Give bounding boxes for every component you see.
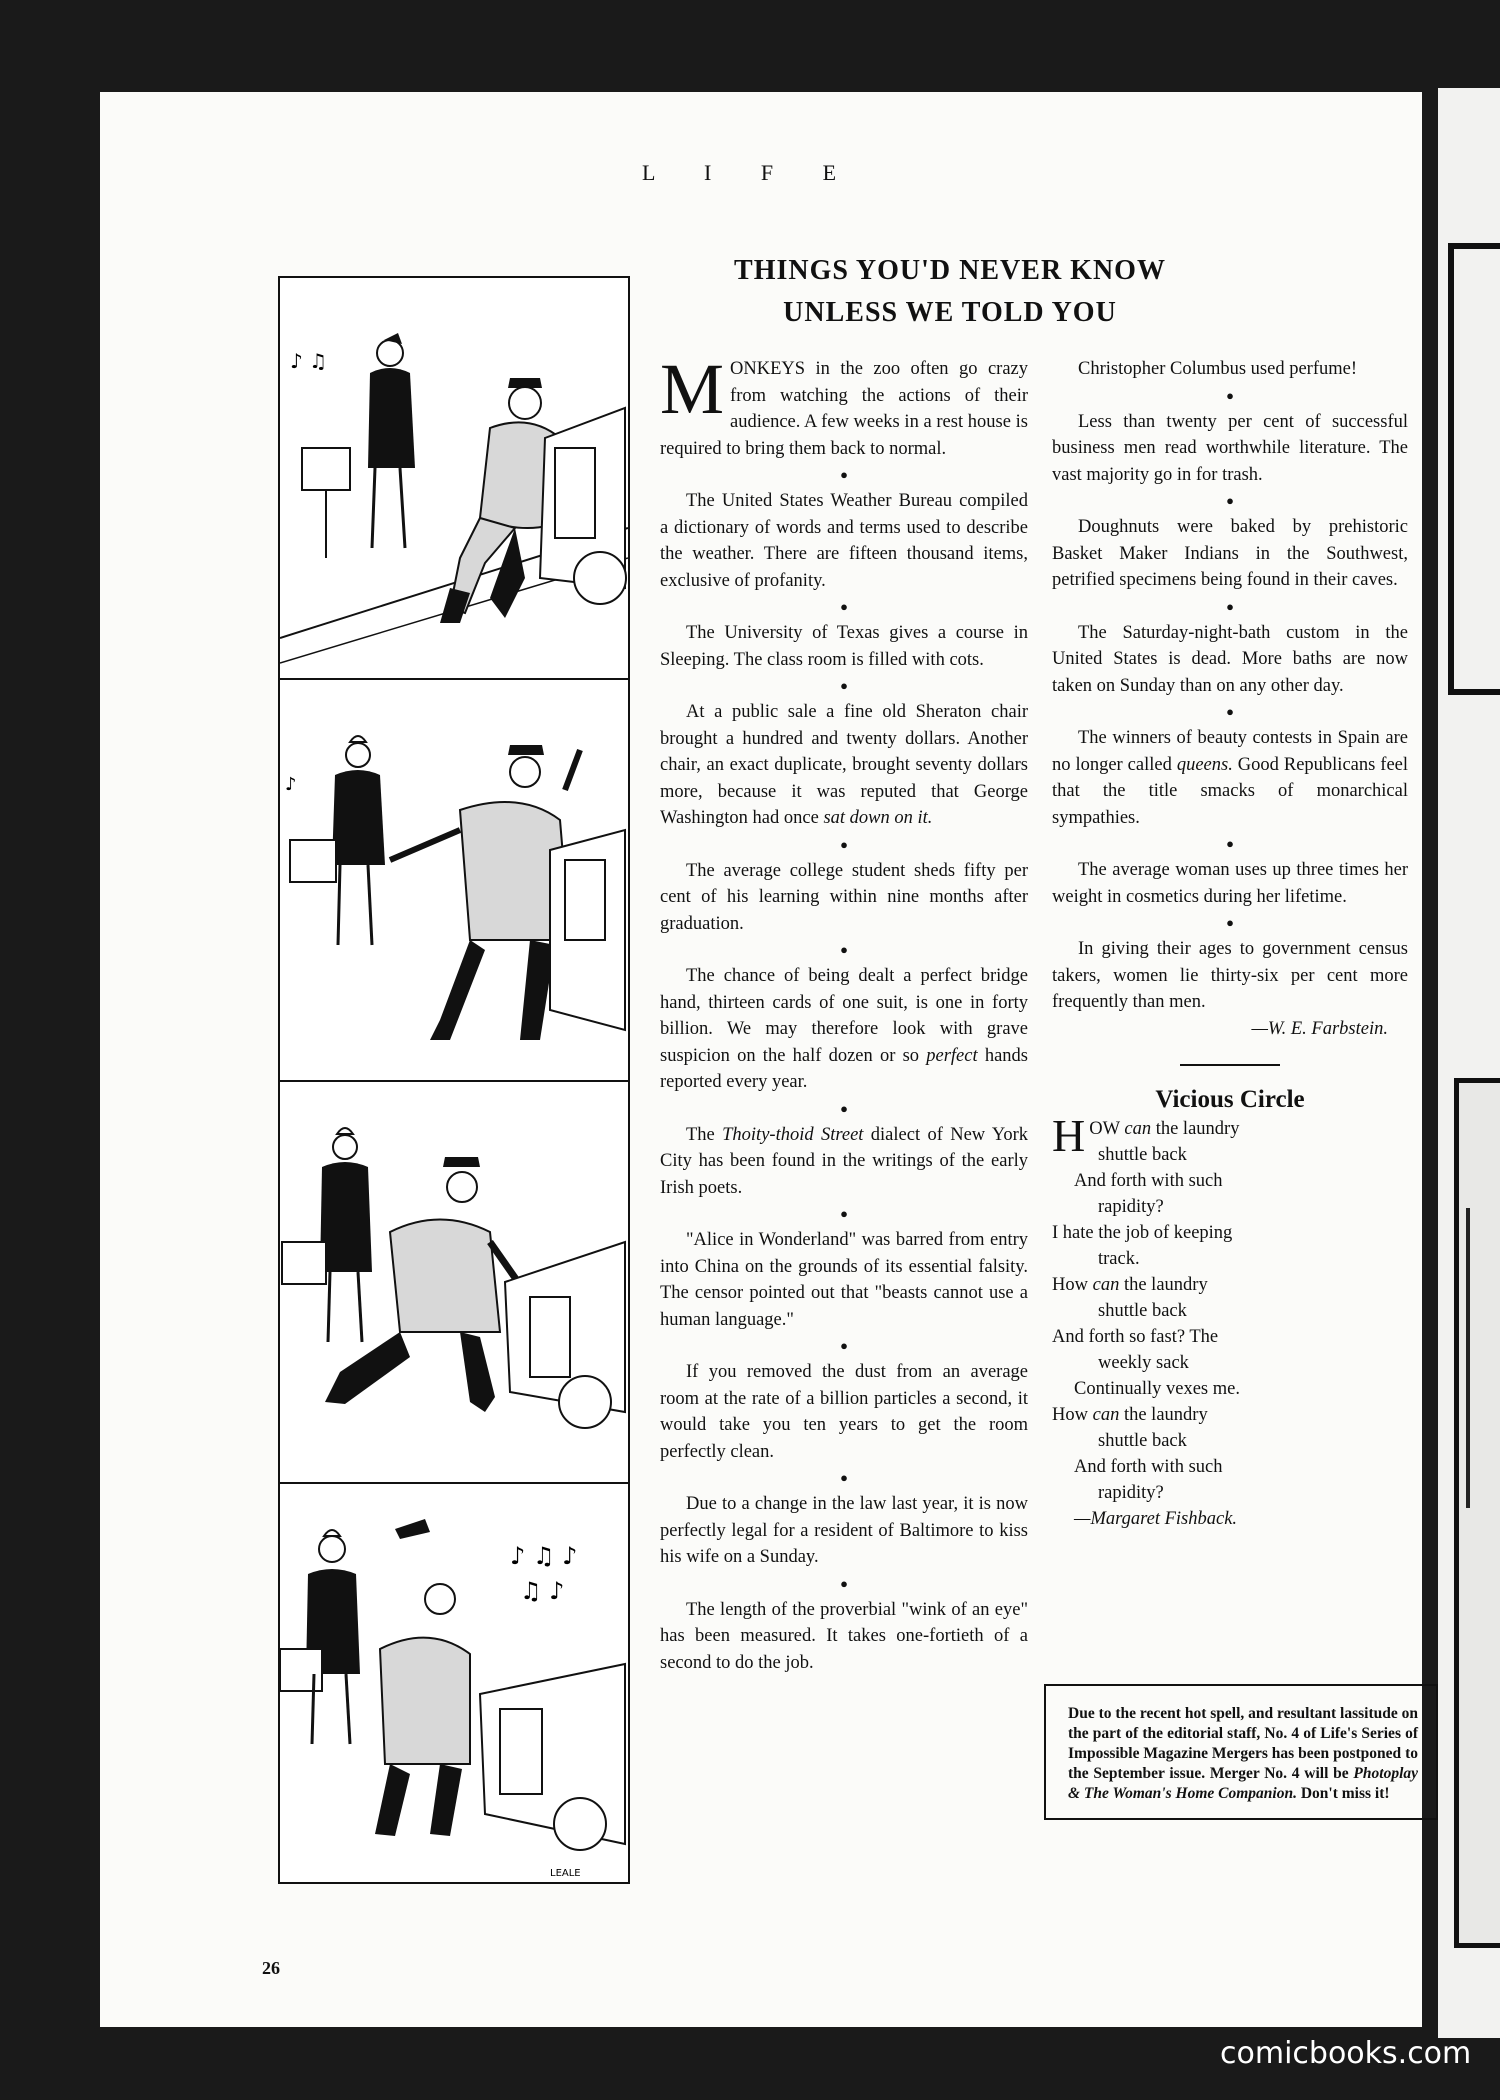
item-baltimore: Due to a change in the law last year, it is now perfectly legal for a resident of Baltimore to kiss his wife on a Sunday. — [660, 1494, 1028, 1567]
comic-panel-3 — [280, 1082, 628, 1484]
svg-text:♪ ♫: ♪ ♫ — [290, 349, 328, 373]
item-columbus: Christopher Columbus used perfume! — [1078, 359, 1357, 379]
comic-panel-2 — [280, 680, 628, 1082]
item-bridge: The chance of being dealt a perfect bridge hand, thirteen cards of one suit, is one in forty billion. We may therefore look with grave suspicion on the half dozen or so perfect hands reported every year. — [660, 966, 1029, 1092]
article-signature: —W. E. Farbstein. — [1251, 1018, 1388, 1039]
bullet-separator: ● — [1226, 493, 1234, 508]
bullet-separator: ● — [840, 1206, 848, 1221]
item-student: The average college student sheds fifty per cent of his learning within nine months after graduation. — [660, 860, 1028, 934]
watermark: comicbooks.com — [1220, 2036, 1472, 2071]
bullet-separator: ● — [1226, 915, 1234, 930]
adjacent-page-frame — [1448, 243, 1500, 695]
item-census: In giving their ages to government census takers, women lie thirty-six per cent more frequently than men. — [1052, 939, 1408, 1012]
item-sheraton: At a public sale a fine old Sheraton chair brought a hundred and twenty dollars. Another chair, an exact duplicate, brought seventy dollars more, because it was reputed that George Washington had once sat down on it. — [660, 702, 1028, 828]
merger-notice-box: Due to the recent hot spell, and resultant lassitude on the part of the editorial staff, No. 4 of Life's Series of Impossible Magazine Mergers has been postponed to the September issue. Merger No. 4 will be Photoplay & The Woman's Home Companion. Don't miss it! — [1044, 1684, 1438, 1820]
bullet-separator: ● — [840, 1100, 848, 1116]
bullet-separator: ● — [840, 599, 848, 614]
adjacent-page-edge — [1438, 88, 1500, 2038]
section-divider — [1180, 1064, 1280, 1066]
item-doughnuts: Doughnuts were baked by prehistoric Basket Maker Indians in the Southwest, petrified specimens being found in their caves. — [1052, 517, 1408, 590]
bullet-separator: ● — [1226, 387, 1234, 403]
item-business: Less than twenty per cent of successful business men read worthwhile literature. The vast majority go in for trash. — [1052, 411, 1408, 485]
headline-line-2: UNLESS WE TOLD YOU — [783, 297, 1117, 328]
item-monkeys: MONKEYS in the zoo often go crazy from watching the actions of their audience. A few weeks in a rest house is required to bring them back to normal. — [660, 349, 1028, 459]
bullet-separator: ● — [840, 836, 848, 852]
item-cosmetics: The average woman uses up three times her weight in cosmetics during her lifetime. — [1052, 860, 1408, 907]
poem-body: HOW can the laundry shuttle back And forth with such rapidity? I hate the job of keeping track. How can the laundry shuttle back And forth so fast? The weekly sack Continually vexes me. How can the laundry shuttle back And forth with such rapidity? —Margaret Fishback. — [1052, 1110, 1240, 1529]
item-spain: The winners of beauty contests in Spain are no longer called queens. Good Republicans feel that the title smacks of monarchical sympathies. — [1052, 728, 1409, 828]
svg-text:♪: ♪ — [285, 774, 297, 795]
comic-panel-3-drawing — [280, 1082, 628, 1482]
item-texas: The University of Texas gives a course in Sleeping. The class room is filled with cots. — [660, 623, 1028, 670]
bullet-separator: ● — [1226, 598, 1234, 614]
headline-line-1: THINGS YOU'D NEVER KNOW — [734, 255, 1166, 286]
item-thoity: The Thoity-thoid Street dialect of New York City has been found in the writings of the early Irish poets. — [660, 1124, 1028, 1198]
poem-title: Vicious Circle — [1155, 1086, 1305, 1113]
bullet-separator: ● — [840, 942, 848, 957]
bullet-separator: ● — [1226, 836, 1234, 851]
article-column-2 — [1052, 356, 1408, 1532]
comic-panel-4-drawing — [280, 1484, 628, 1884]
artist-signature: LEALE — [550, 1868, 581, 1879]
item-bath: The Saturday-night-bath custom in the United States is dead. More baths are now taken on Sunday than on any other day. — [1052, 622, 1408, 696]
adjacent-page-line — [1466, 1208, 1500, 1508]
svg-text:♫ ♪: ♫ ♪ — [520, 1577, 565, 1605]
item-weather: The United States Weather Bureau compiled a dictionary of words and terms used to describe the weather. There are fifteen thousand items, exclusive of profanity. — [660, 491, 1028, 591]
bullet-separator: ● — [840, 1470, 848, 1485]
drop-cap: M — [660, 349, 725, 429]
item-alice: "Alice in Wonderland" was barred from entry into China on the grounds of its essential falsity. The censor pointed out that "beasts cannot use a human language." — [660, 1230, 1028, 1330]
bullet-separator: ● — [840, 1338, 848, 1353]
article-column-1 — [660, 349, 1029, 1676]
comic-panel-1 — [280, 278, 628, 680]
item-wink: The length of the proverbial "wink of an eye" has been measured. It takes one-fortieth of a second to do the job. — [660, 1599, 1028, 1673]
poem-drop-cap: H — [1052, 1110, 1086, 1161]
comic-strip — [278, 276, 630, 1884]
item-dust: If you removed the dust from an average room at the rate of a billion particles a second, it would take you ten years to get the room perfectly clean. — [660, 1362, 1028, 1462]
bullet-separator: ● — [840, 678, 848, 693]
comic-panel-2-drawing — [280, 680, 628, 1080]
bullet-separator: ● — [840, 1575, 848, 1591]
comic-panel-1-drawing — [280, 278, 628, 678]
poem-author: —Margaret Fishback. — [1074, 1509, 1238, 1529]
comic-panel-4 — [280, 1484, 628, 1884]
svg-text:♪ ♫ ♪: ♪ ♫ ♪ — [510, 1542, 578, 1570]
bullet-separator: ● — [840, 467, 848, 482]
bullet-separator: ● — [1226, 704, 1234, 719]
page-header: L I F E — [641, 160, 859, 185]
page-number: 26 — [262, 1958, 280, 1978]
article-headline — [660, 250, 1240, 334]
